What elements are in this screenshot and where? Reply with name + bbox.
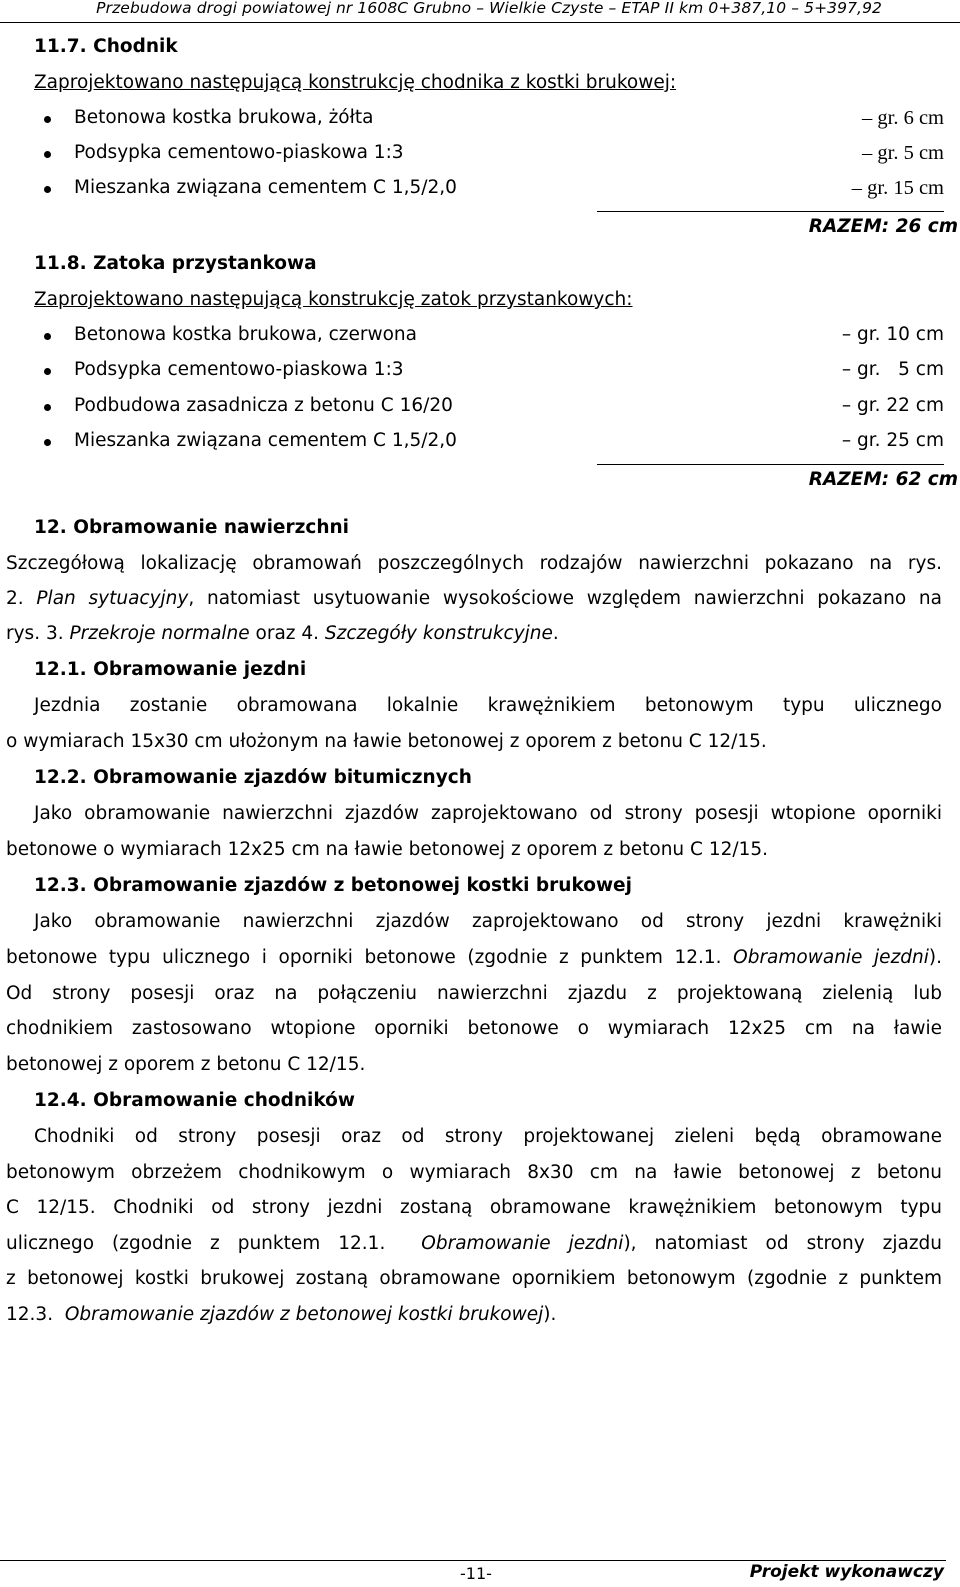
footer-author: Projekt wykonawczy (749, 1562, 944, 1582)
layer-label: Betonowa kostka brukowa, żółta (74, 107, 374, 128)
paragraph-line: z betonowej kostki brukowej zostaną obramowane opornikiem betonowym (zgodnie z punktem (6, 1268, 942, 1289)
paragraph-line: chodnikiem zastosowano wtopione oporniki betonowe o wymiarach 12x25 cm na ławie (6, 1018, 942, 1039)
total-thickness: RAZEM: 62 cm (808, 469, 958, 490)
paragraph-line: Jako obramowanie nawierzchni zjazdów zaprojektowano od strony jezdni krawężniki (34, 911, 942, 932)
layer-item (0, 177, 946, 203)
page-number: -11- (460, 1564, 492, 1583)
section-11-8-heading: 11.8. Zatoka przystankowa (34, 253, 317, 274)
bullet-icon (44, 404, 51, 411)
paragraph-line: o wymiarach 15x30 cm ułożonym na ławie betonowej z oporem z betonu C 12/15. (6, 731, 767, 752)
footer-rule (0, 1560, 946, 1561)
layer-thickness: – gr. 22 cm (841, 395, 944, 416)
layer-thickness: – gr. 6 cm (862, 107, 944, 129)
layer-label: Mieszanka związana cementem C 1,5/2,0 (74, 177, 457, 198)
layer-thickness: – gr. 10 cm (841, 324, 944, 345)
paragraph-line: ulicznego (zgodnie z punktem 12.1. Obramowanie jezdni), natomiast od strony zjazdu (6, 1233, 943, 1254)
layer-thickness: – gr. 5 cm (862, 142, 944, 164)
bullet-icon (44, 439, 51, 446)
section-12-1-heading: 12.1. Obramowanie jezdni (34, 659, 307, 680)
header-title: Przebudowa drogi powiatowej nr 1608C Grubno – Wielkie Czyste – ETAP II km 0+387,10 – 5+397,92 (96, 0, 882, 17)
paragraph-line: C 12/15. Chodniki od strony jezdni zostaną obramowane krawężnikiem betonowym typu (6, 1197, 942, 1218)
paragraph-line: Szczegółową lokalizację obramowań poszczególnych rodzajów nawierzchni pokazano na rys. (6, 553, 942, 574)
layer-label: Podsypka cementowo-piaskowa 1:3 (74, 142, 404, 163)
running-header (0, 0, 960, 23)
bullet-icon (44, 116, 51, 123)
layer-item (0, 359, 946, 385)
layer-item (0, 142, 946, 168)
section-12-3-heading: 12.3. Obramowanie zjazdów z betonowej kostki brukowej (34, 875, 632, 896)
layer-thickness: – gr. 15 cm (851, 177, 944, 199)
layer-thickness: – gr. 5 cm (841, 359, 944, 380)
layer-item (0, 430, 946, 456)
paragraph-line: 2. Plan sytuacyjny, natomiast usytuowanie wysokościowe względem nawierzchni pokazano na (6, 588, 942, 609)
section-11-7-intro: Zaprojektowano następującą konstrukcję chodnika z kostki brukowej: (34, 72, 677, 93)
layer-item (0, 324, 946, 350)
layer-thickness: – gr. 25 cm (841, 430, 944, 451)
layer-item (0, 395, 946, 421)
paragraph-line: Jako obramowanie nawierzchni zjazdów zaprojektowano od strony posesji wtopione oporniki (34, 803, 942, 824)
layer-label: Podsypka cementowo-piaskowa 1:3 (74, 359, 404, 380)
paragraph-line: 12.3. Obramowanie zjazdów z betonowej kostki brukowej). (6, 1304, 557, 1325)
bullet-icon (44, 368, 51, 375)
paragraph-line: betonowym obrzeżem chodnikowym o wymiarach 8x30 cm na ławie betonowej z betonu (6, 1162, 942, 1183)
bullet-icon (44, 186, 51, 193)
sum-rule (597, 211, 944, 212)
paragraph-line: rys. 3. Przekroje normalne oraz 4. Szczegóły konstrukcyjne. (6, 623, 559, 644)
paragraph-line: betonowe typu ulicznego i oporniki betonowe (zgodnie z punktem 12.1. Obramowanie jezdni). (6, 947, 942, 968)
layer-label: Podbudowa zasadnicza z betonu C 16/20 (74, 395, 453, 416)
paragraph-line: betonowej z oporem z betonu C 12/15. (6, 1054, 366, 1075)
layer-label: Mieszanka związana cementem C 1,5/2,0 (74, 430, 457, 451)
paragraph-line: Chodniki od strony posesji oraz od strony projektowanej zieleni będą obramowane (34, 1126, 942, 1147)
paragraph-line: betonowe o wymiarach 12x25 cm na ławie betonowej z oporem z betonu C 12/15. (6, 839, 769, 860)
sum-rule (597, 464, 944, 465)
total-thickness: RAZEM: 26 cm (808, 216, 958, 237)
layer-label: Betonowa kostka brukowa, czerwona (74, 324, 417, 345)
paragraph-line: Jezdnia zostanie obramowana lokalnie krawężnikiem betonowym typu ulicznego (34, 695, 942, 716)
section-11-7-heading: 11.7. Chodnik (34, 36, 178, 57)
bullet-icon (44, 151, 51, 158)
bullet-icon (44, 333, 51, 340)
section-12-heading: 12. Obramowanie nawierzchni (34, 517, 350, 538)
layer-item (0, 107, 946, 133)
section-12-2-heading: 12.2. Obramowanie zjazdów bitumicznych (34, 767, 472, 788)
paragraph-line: Od strony posesji oraz na połączeniu nawierzchni zjazdu z projektowaną zielenią lub (6, 983, 942, 1004)
section-12-4-heading: 12.4. Obramowanie chodników (34, 1090, 355, 1111)
section-11-8-intro: Zaprojektowano następującą konstrukcję zatok przystankowych: (34, 289, 633, 310)
